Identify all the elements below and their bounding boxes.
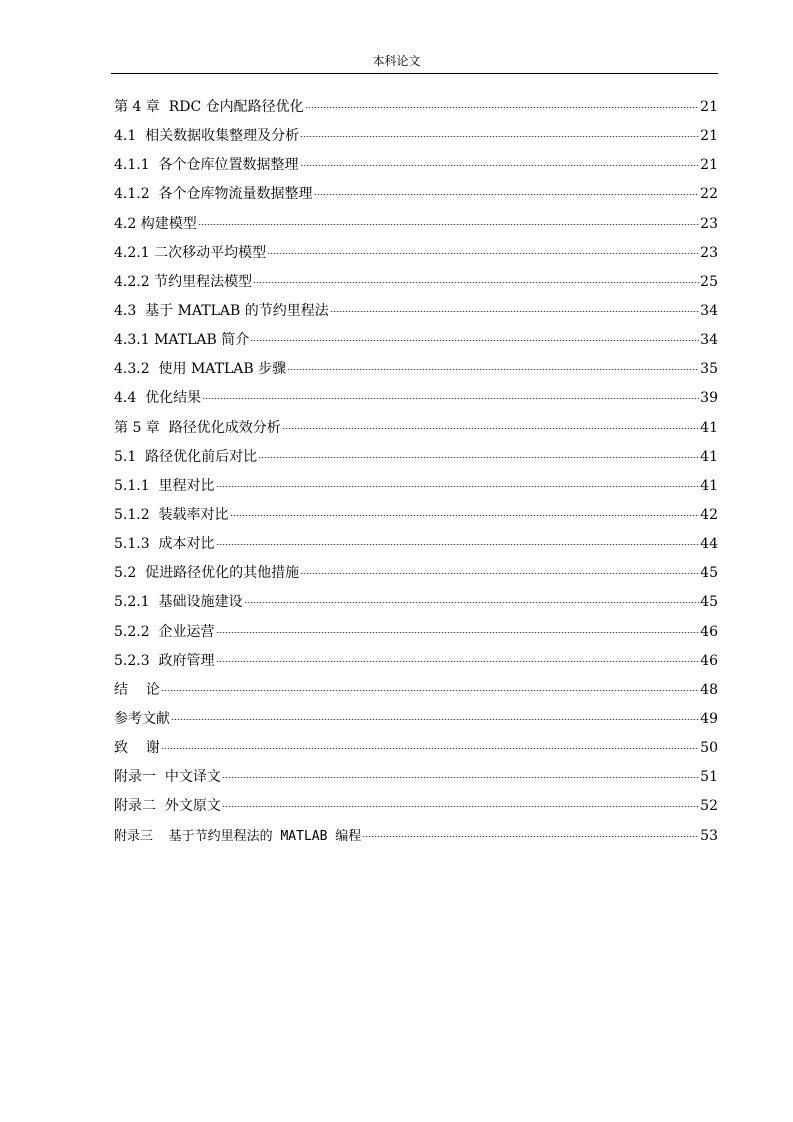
toc-entry[interactable] (114, 326, 718, 355)
toc-entry-title: 4.4 优化结果 (114, 390, 202, 407)
toc-entry[interactable] (114, 384, 718, 413)
toc-entry[interactable] (114, 414, 718, 443)
toc-entry-title: 5.2.2 企业运营 (114, 623, 215, 640)
dot-leader (198, 224, 699, 225)
toc-entry-title: 4.1 相关数据收集整理及分析 (114, 128, 300, 145)
toc-entry-page-number: 23 (700, 215, 718, 232)
toc-entry-page-number: 41 (700, 477, 718, 494)
toc-entry-page-number: 39 (700, 390, 718, 407)
toc-entry[interactable] (114, 443, 718, 472)
dot-leader (222, 777, 699, 778)
toc-entry-page-number: 50 (700, 740, 718, 757)
dot-leader (222, 806, 699, 807)
toc-entry-page-number: 34 (700, 332, 718, 349)
toc-entry[interactable] (114, 559, 718, 588)
dot-leader (171, 719, 699, 720)
toc-entry[interactable] (114, 822, 718, 851)
toc-entry-title: 附录三 基于节约里程法的 MATLAB 编程 (114, 828, 362, 844)
dot-leader (314, 194, 700, 195)
toc-entry-page-number: 21 (700, 99, 718, 115)
toc-entry-page-number: 46 (700, 652, 718, 669)
toc-entry[interactable] (114, 705, 718, 734)
dot-leader (300, 573, 699, 574)
dot-leader (287, 369, 699, 370)
toc-entry-title: 4.2.2 节约里程法模型 (114, 273, 253, 290)
toc-entry-page-number: 49 (700, 710, 718, 727)
dot-leader (202, 398, 699, 399)
toc-entry-page-number: 21 (700, 157, 718, 174)
toc-entry-title: 5.2.3 政府管理 (114, 652, 215, 669)
toc-entry-title: 附录一 中文译文 (114, 769, 221, 786)
toc-entry[interactable] (114, 530, 718, 559)
toc-entry-page-number: 34 (700, 302, 718, 319)
toc-entry-title: 5.1.2 装载率对比 (114, 506, 229, 523)
toc-entry-title: 5.2.1 基础设施建设 (114, 594, 243, 611)
toc-entry[interactable] (114, 297, 718, 326)
toc-entry-page-number: 46 (700, 623, 718, 640)
dot-leader (267, 253, 699, 254)
toc-entry[interactable] (114, 734, 718, 763)
toc-entry[interactable] (114, 210, 718, 239)
toc-entry-title: 第 4 章 RDC 仓内配路径优化 (114, 99, 304, 115)
dot-leader (282, 428, 699, 429)
dot-leader (330, 311, 699, 312)
toc-entry[interactable] (114, 618, 718, 647)
toc-entry[interactable] (114, 792, 718, 821)
toc-entry-page-number: 53 (700, 827, 718, 844)
dot-leader (230, 515, 700, 516)
page-header: 本科论文 (372, 54, 421, 68)
dot-leader (300, 165, 700, 166)
toc-entry-title: 4.1.2 各个仓库物流量数据整理 (114, 186, 313, 203)
toc-entry-title: 参考文献 (114, 710, 170, 727)
toc-entry-title: 第 5 章 路径优化成效分析 (114, 419, 281, 436)
toc-entry[interactable] (114, 355, 718, 384)
toc-entry-title: 5.2 促进路径优化的其他措施 (114, 565, 300, 582)
toc-entry[interactable] (114, 93, 718, 122)
toc-entry-title: 5.1.3 成本对比 (114, 536, 215, 553)
dot-leader (216, 544, 700, 545)
toc-entry-page-number: 48 (700, 681, 718, 698)
dot-leader (244, 602, 700, 603)
toc-entry[interactable] (114, 588, 718, 617)
toc-entry-page-number: 21 (700, 128, 718, 145)
toc-entry[interactable] (114, 763, 718, 792)
dot-leader (253, 282, 699, 283)
toc-entry-page-number: 45 (700, 594, 718, 611)
dot-leader (161, 690, 699, 691)
table-of-contents (114, 93, 718, 851)
toc-entry-title: 结 论 (114, 681, 160, 698)
toc-entry-title: 4.3.1 MATLAB 简介 (114, 332, 250, 349)
dot-leader (161, 748, 699, 749)
toc-entry-page-number: 22 (700, 186, 718, 203)
toc-entry-page-number: 45 (700, 565, 718, 582)
toc-entry-title: 附录二 外文原文 (114, 798, 221, 815)
toc-entry[interactable] (114, 122, 718, 151)
toc-entry-title: 4.3 基于 MATLAB 的节约里程法 (114, 302, 329, 319)
toc-entry-page-number: 51 (700, 769, 718, 786)
toc-entry-title: 5.1.1 里程对比 (114, 477, 215, 494)
dot-leader (216, 486, 700, 487)
toc-entry[interactable] (114, 472, 718, 501)
dot-leader (300, 136, 699, 137)
toc-entry[interactable] (114, 676, 718, 705)
header-divider (111, 73, 718, 74)
toc-entry-title: 4.3.2 使用 MATLAB 步骤 (114, 361, 287, 378)
dot-leader (258, 457, 699, 458)
toc-entry-page-number: 52 (700, 798, 718, 815)
toc-entry-title: 致 谢 (114, 740, 160, 757)
toc-entry[interactable] (114, 151, 718, 180)
dot-leader (216, 632, 700, 633)
dot-leader (305, 107, 700, 108)
toc-entry-page-number: 25 (700, 273, 718, 290)
toc-entry[interactable] (114, 268, 718, 297)
toc-entry-title: 5.1 路径优化前后对比 (114, 448, 258, 465)
toc-entry-title: 4.2 构建模型 (114, 215, 197, 232)
toc-entry-title: 4.1.1 各个仓库位置数据整理 (114, 157, 299, 174)
toc-entry[interactable] (114, 647, 718, 676)
toc-entry[interactable] (114, 501, 718, 530)
toc-entry-page-number: 41 (700, 448, 718, 465)
dot-leader (362, 836, 699, 837)
toc-entry-page-number: 44 (700, 536, 718, 553)
toc-entry[interactable] (114, 239, 718, 268)
toc-entry[interactable] (114, 180, 718, 209)
dot-leader (216, 661, 700, 662)
toc-entry-page-number: 41 (700, 419, 718, 436)
toc-entry-page-number: 23 (700, 244, 718, 261)
toc-entry-title: 4.2.1 二次移动平均模型 (114, 244, 267, 261)
toc-entry-page-number: 42 (700, 506, 718, 523)
toc-entry-page-number: 35 (700, 361, 718, 378)
dot-leader (250, 340, 699, 341)
